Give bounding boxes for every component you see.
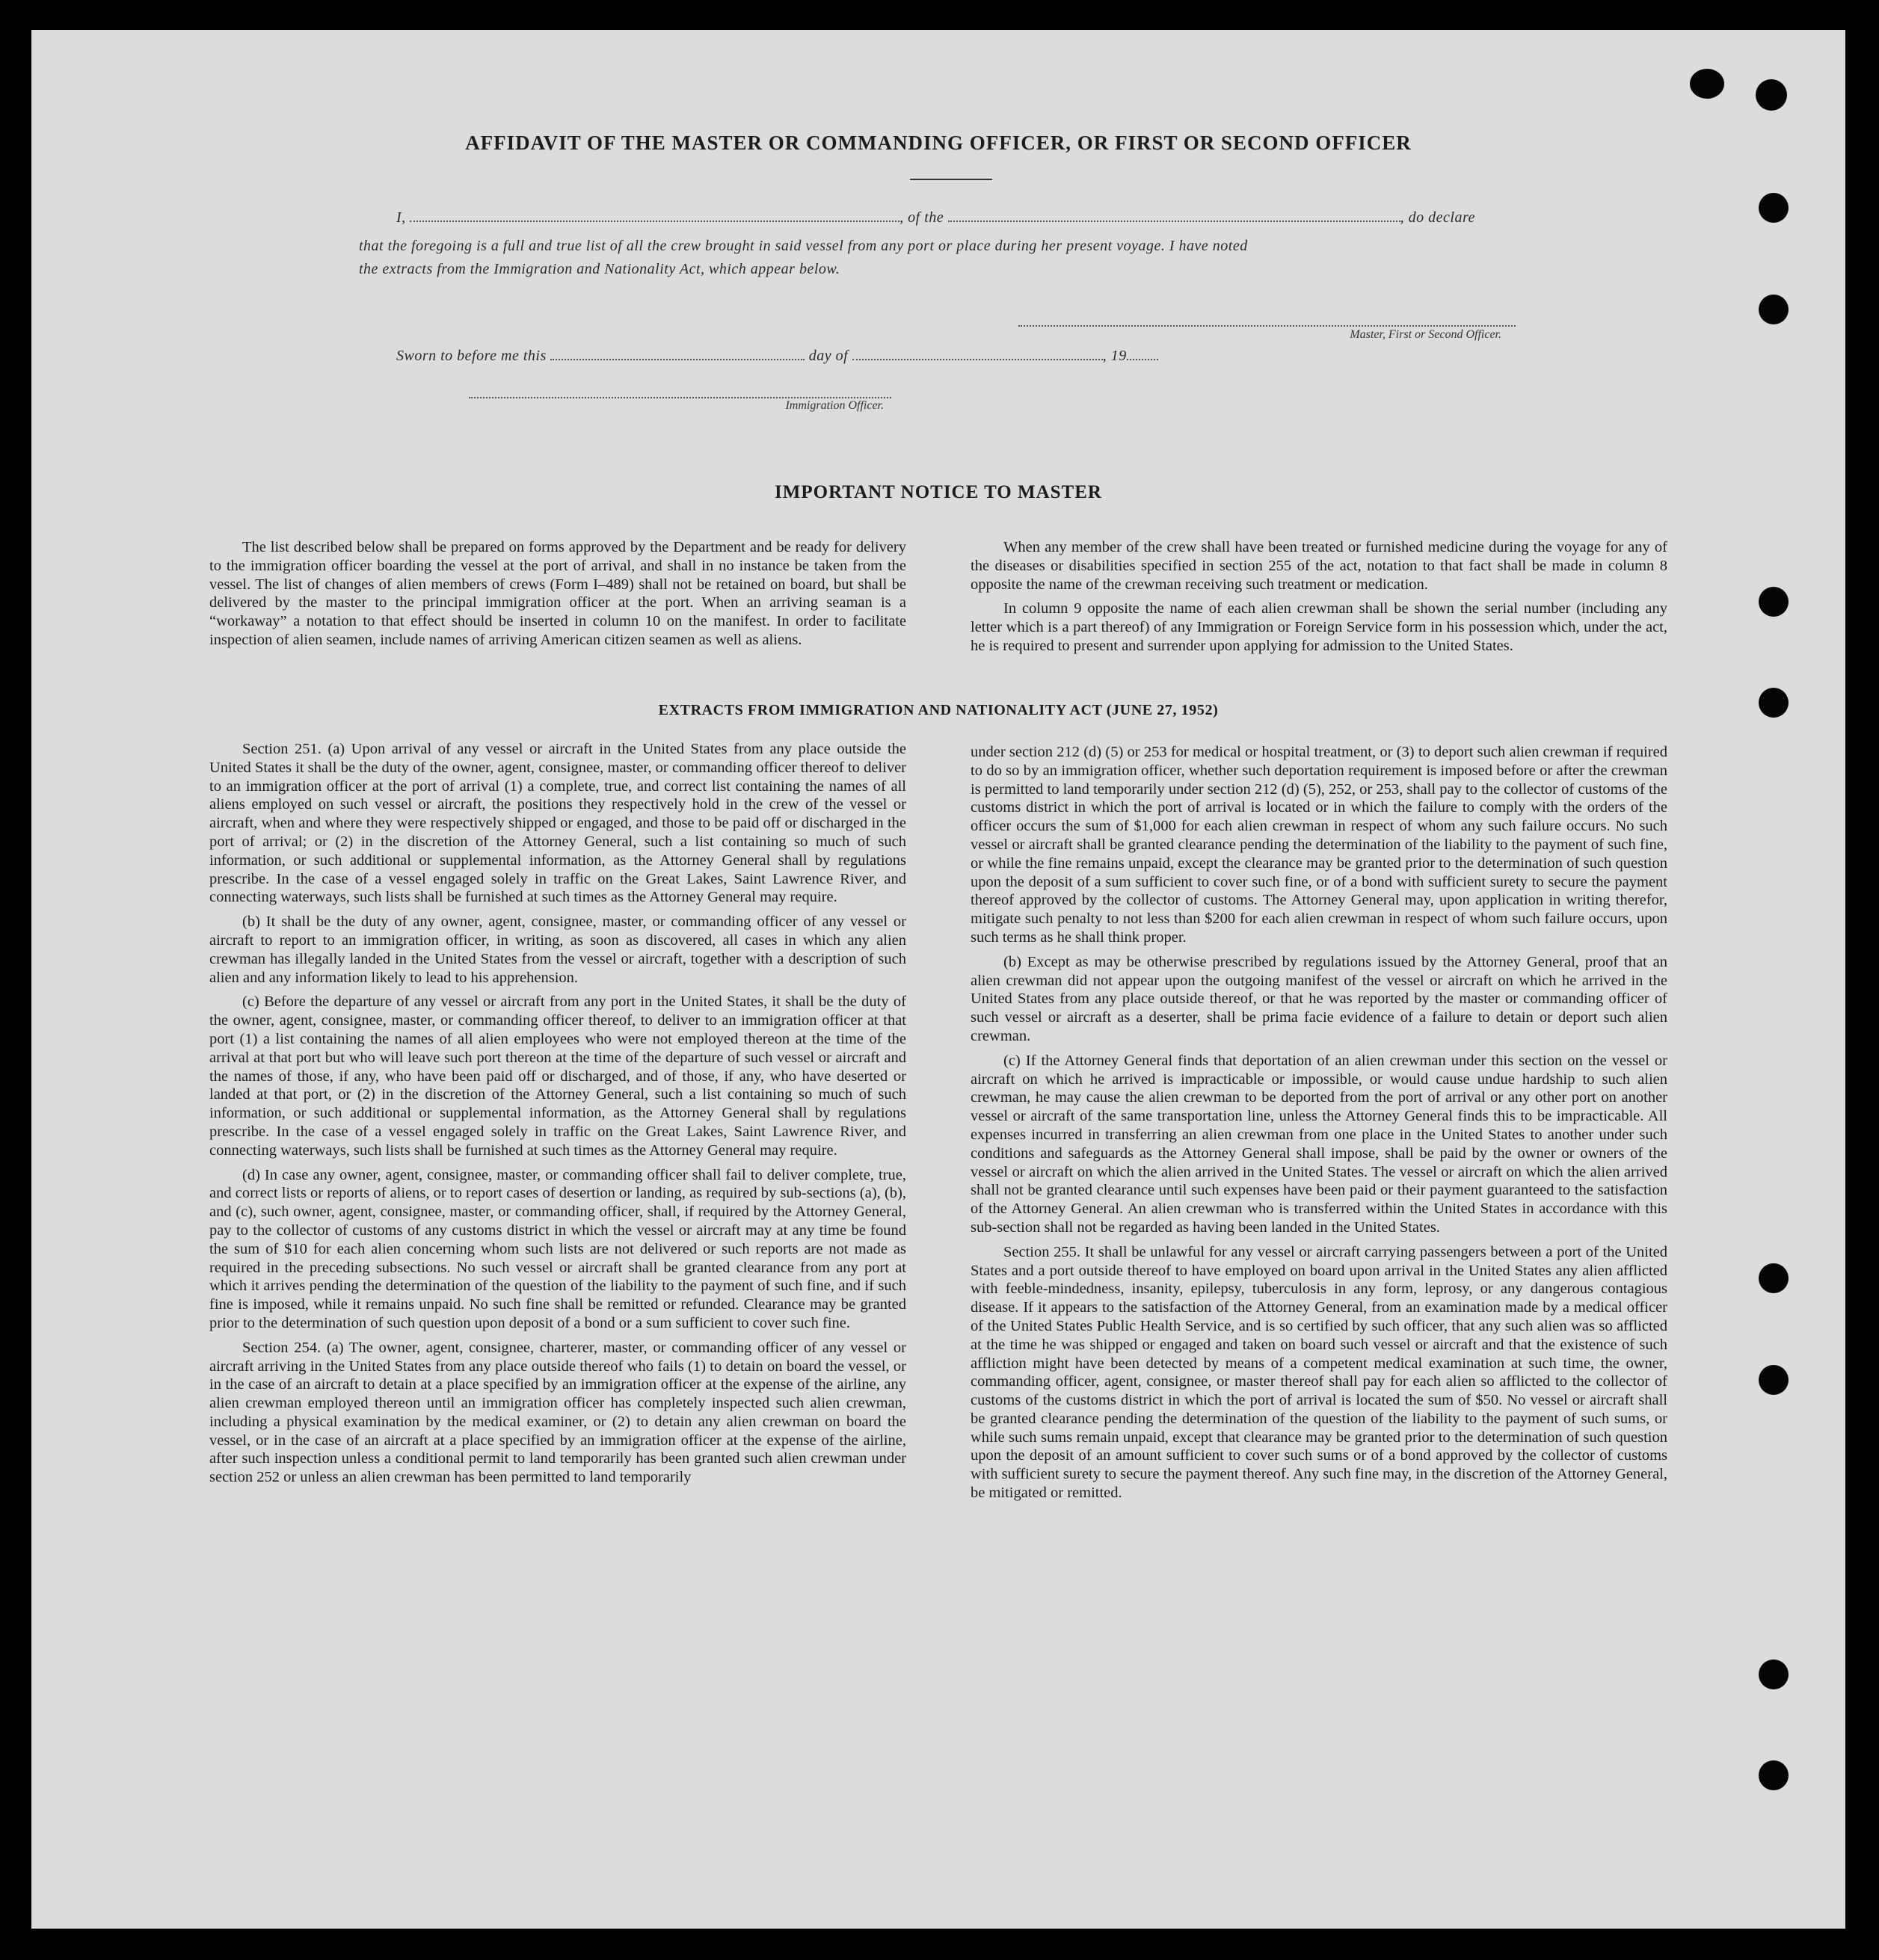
sworn-month-blank [852,358,1103,360]
punch-hole-icon [1759,587,1789,617]
punch-hole-icon [1690,69,1724,99]
section-255: Section 255. It shall be unlawful for any vessel or aircraft carrying passengers between a port of the United States and a port outside thereof to have employed on board upon arrival in the United States any alien afflicted with feeble-mindedness, insanity, epilepsy, tuberculosis in any form, leprosy, or any dangerous contagious disease. If it appears to the satisfaction of the Attorney General, from an examination made by a medical officer of the United States Public Health Service, and is so certified by such officer, that any such alien was so afflicted at the time he was shipped or engaged and taken on board such vessel or aircraft and that the existence of such affliction might have been detected by means of a competent medical examination at such time, the owner, commanding officer, agent, consignee, or master thereof shall pay for each alien so afflicted to the collector of customs of the customs district in which the port of arrival is located the sum of $50. No vessel or aircraft shall be granted clearance pending the determination of the question of the liability to the payment of such sums, or while such sums remain unpaid, except that clearance may be granted prior to the determination of such question upon the deposit of an amount sufficient to cover such sums or of a bond approved by the collector of customs with sufficient surety to secure the payment thereof. Any such fine may, in the discretion of the Attorney General, be mitigated or remitted. [971,1243,1667,1502]
vessel-blank [948,220,1400,222]
section-251-a: Section 251. (a) Upon arrival of any vessel or aircraft in the United States from any place outside the United States it shall be the duty of the owner, agent, consignee, master, or commanding officer thereof to deliver to an immigration officer at the port of arrival (1) a complete, true, and correct list containing the names of all aliens employed on such vessel or aircraft, the positions they respectively hold in the crew of the vessel or aircraft, when and where they were respectively shipped or engaged, and those to be paid off or discharged in the port of arrival; or (2) in the discretion of the Attorney General, such a list containing so much of such information, or such additional or supplemental information, as the Attorney General shall by regulations prescribe. In the case of a vessel engaged solely in traffic on the Great Lakes, Saint Lawrence River, and connecting waterways, such lists shall be furnished at such times as the Attorney General may require. [209,741,906,906]
extracts-title: EXTRACTS FROM IMMIGRATION AND NATIONALITY ACT (JUNE 27, 1952) [658,702,1219,718]
day-of-label: day of [808,348,849,364]
declaration-line-2: the extracts from the Immigration and Nationality Act, which appear below. [359,261,840,277]
punch-hole-icon [1759,1263,1789,1293]
year-label: , 19 [1102,348,1127,364]
section-254-b: (b) Except as may be otherwise prescribed by regulations issued by the Attorney General, proof that an alien crewman did not appear upon the outgoing manifest of the vessel or aircraft on which he arrived in the United States from any place outside thereof, or that he was reported by the master or commanding officer of such vessel or aircraft as a deserter, shall be prima facie evidence of a failure to detain or deport such alien crewman. [971,953,1667,1044]
immigration-officer-caption: Immigration Officer. [785,399,884,412]
sworn-line [396,348,1158,365]
do-declare-label: , do declare [1400,209,1475,226]
section-254-a: Section 254. (a) The owner, agent, consignee, charterer, master, or commanding officer of any vessel or aircraft arriving in the United States from any place outside thereof who fails (1) to detain on board the vessel, or in the case of an aircraft to detain at a place specified by an immigration officer at the expense of the airline, any alien crewman employed thereon until an immigration officer has completely inspected such alien crewman, including a physical examination by the medical examiner, or (2) to detain any alien crewman on board the vessel, or in the case of an aircraft at a place specified by an immigration officer at the expense of the airline, after such inspection unless a conditional permit to land temporarily has been granted such alien crewman under section 252 or unless an alien crewman has been permitted to land temporarily [209,1339,906,1486]
sworn-day-blank [550,358,805,360]
declaration-fill-line [396,209,1475,226]
section-254-c: (c) If the Attorney General finds that deportation of an alien crewman under this section on the vessel or aircraft on which he arrived is impracticable or impossible, or would cause undue hardship to such alien crewman, he may cause the alien crewman to be deported from the port of arrival or any other port on another vessel or aircraft of the same transportation line, unless the Attorney General finds this to be impracticable. All expenses incurred in transferring an alien crewman from one place in the United States to another under such conditions and safeguards as the Attorney General shall impose, shall be paid by the owner or owners of the vessel or aircraft on which the alien arrived in the United States. The vessel or aircraft on which the alien arrived shall not be granted clearance until such expenses have been paid or their payment guaranteed to the satisfaction of the Attorney General. An alien crewman who is transferred within the United States in accordance with this sub-section shall not be regarded as having been landed in the United States. [971,1052,1667,1236]
document-page [31,30,1845,1929]
notice-right-paragraph-1: When any member of the crew shall have been treated or furnished medicine during the voyage for any of the diseases or disabilities specified in section 255 of the act, notation to that fact shall be made in column 8 opposite the name of the crewman receiving such treatment or medication. [971,539,1667,593]
declaration-line-1: that the foregoing is a full and true list of all the crew brought in said vessel from any port or place during her present voyage. I have noted [359,238,1248,254]
section-254-a-continued: under section 212 (d) (5) or 253 for medical or hospital treatment, or (3) to deport such alien crewman if required to do so by an immigration officer, whether such deportation requirement is imposed before or after the crewman is permitted to land temporarily under section 212 (d) (5), 252, or 253, shall pay to the collector of customs of the customs district in which the port of arrival is located or in which the failure to comply with the orders of the officer occurs the sum of $1,000 for each alien crewman in respect of whom any such failure occurs. No such vessel or aircraft shall be granted clearance pending the determination of the liability to the payment of such fine, or while the fine remains unpaid, except the clearance may be granted prior to the determination of such question upon the deposit of a sum sufficient to cover such fine, or of a bond with sufficient surety to secure the payment thereof approved by the collector of customs. The Attorney General may, upon application in writing therefor, mitigate such penalty to not less than $200 for each alien crewman in respect of whom such failure occurs, upon such terms as he shall think proper. [971,744,1667,946]
punch-hole-icon [1759,295,1789,324]
affidavit-title: AFFIDAVIT OF THE MASTER OR COMMANDING OFFICER, OR FIRST OR SECOND OFFICER [465,132,1412,154]
sworn-label: Sworn to before me this [396,348,547,364]
i-label: I, [396,209,406,226]
section-251-d: (d) In case any owner, agent, consignee, master, or commanding officer shall fail to deliver complete, true, and correct lists or reports of aliens, or to report cases of desertion or landing, as required by sub-sections (a), (b), and (c), such owner, agent, consignee, master, or commanding officer, shall, if required by the Attorney General, pay to the collector of customs of any customs district in which the vessel or aircraft may at any time be found the sum of $10 for each alien concerning whom such lists are not delivered or such reports are not made as required in the preceding subsections. No such vessel or aircraft shall be granted clearance from any port at which it arrives pending the determination of the question of the liability to the payment of such fine, and if such fine is imposed, while it remains unpaid. No such fine shall be remitted or refunded. Clearance may be granted prior to the determination of such question upon deposit of a bond or a sum sufficient to cover such fine. [209,1166,906,1331]
notice-title: IMPORTANT NOTICE TO MASTER [775,482,1102,502]
punch-hole-icon [1759,1760,1789,1790]
extracts-right-column [971,743,1667,1508]
immigration-officer-signature-line [469,397,891,398]
section-251-c: (c) Before the departure of any vessel or aircraft from any port in the United States, it shall be the duty of the owner, agent, consignee, master, or commanding officer thereof, to deliver to an immigration officer at that port (1) a list containing the names of all alien employees who were not employed thereon at the time of the arrival at that port but who will leave such port thereon at the time of the departure of such vessel or aircraft and the names of those, if any, who have been paid off or discharged, and of those, if any, who have deserted or landed at that port, or (2) in the discretion of the Attorney General, such a list containing so much of such information, or such additional or supplemental information, as the Attorney General shall by regulations prescribe. In the case of a vessel engaged solely in traffic on the Great Lakes, Saint Lawrence River, and connecting waterways, such lists shall be furnished at such times as the Attorney General may require. [209,993,906,1159]
section-251-b: (b) It shall be the duty of any owner, agent, consignee, master, or commanding officer of any vessel or aircraft to report to an immigration officer, in writing, as soon as discovered, all cases in which any alien crewman has illegally landed in the United States from the vessel or aircraft, together with a description of such alien and any information likely to lead to his apprehension. [209,913,906,986]
notice-right-column [971,538,1667,662]
notice-right-paragraph-2: In column 9 opposite the name of each alien crewman shall be shown the serial number (including any letter which is a part thereof) of any Immigration or Foreign Service form in his possession which, under the act, he is required to present and surrender upon applying for admission to the United States. [971,600,1667,654]
punch-hole-icon [1759,193,1789,223]
name-blank [410,220,899,222]
of-the-label: , of the [899,209,944,226]
punch-hole-icon [1756,79,1787,111]
title-divider [910,179,992,180]
notice-left-column [209,538,906,656]
punch-hole-icon [1759,1659,1789,1689]
punch-hole-icon [1759,1365,1789,1395]
extracts-left-column [209,740,906,1493]
sworn-year-blank [1127,358,1158,360]
master-signature-line [1018,325,1516,327]
master-signature-caption: Master, First or Second Officer. [1350,328,1501,341]
notice-left-paragraph: The list described below shall be prepared on forms approved by the Department and be ready for delivery to the immigration officer boarding the vessel at the port of arrival, and shall in no instance be taken from the vessel. The list of changes of alien members of crews (Form I–489) shall not be retained on board, but shall be delivered by the master to the principal immigration officer at the port. When an arriving seaman is a “workaway” a notation to that effect should be inserted in column 10 on the manifest. In order to facilitate inspection of alien seamen, include names of arriving American citizen seamen as well as aliens. [209,539,906,648]
